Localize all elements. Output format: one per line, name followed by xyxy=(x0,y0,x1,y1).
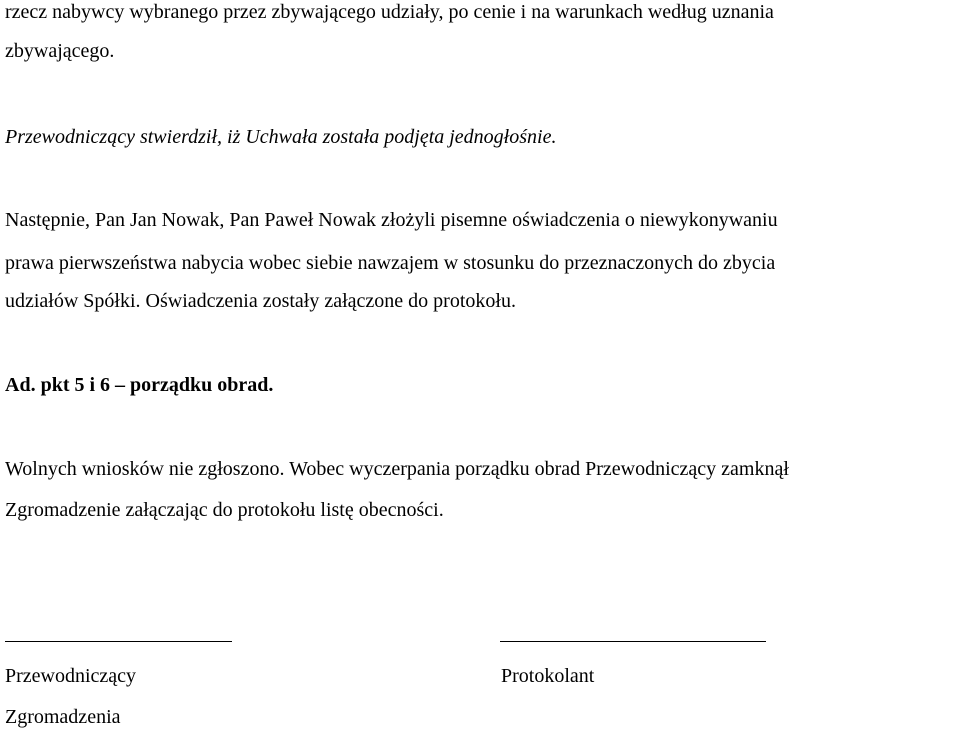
paragraph-1-line-2: zbywającego. xyxy=(5,40,115,62)
paragraph-5-line-2: Zgromadzenie załączając do protokołu listę obecności. xyxy=(5,499,444,521)
signature-label-right: Protokolant xyxy=(501,665,595,687)
paragraph-5-line-1: Wolnych wniosków nie zgłoszono. Wobec wyczerpania porządku obrad Przewodniczący zamknął xyxy=(5,458,789,480)
paragraph-1-line-1: rzecz nabywcy wybranego przez zbywającego udziały, po cenie i na warunkach według uznania xyxy=(5,1,774,23)
signature-line-left xyxy=(5,641,232,642)
paragraph-3-line-3: udziałów Spółki. Oświadczenia zostały załączone do protokołu. xyxy=(5,290,516,312)
paragraph-3-line-2: prawa pierwszeństwa nabycia wobec siebie nawzajem w stosunku do przeznaczonych do zbycia xyxy=(5,252,776,274)
section-heading: Ad. pkt 5 i 6 – porządku obrad. xyxy=(5,374,274,396)
paragraph-2-line-1: Przewodniczący stwierdził, iż Uchwała została podjęta jednogłośnie. xyxy=(5,126,557,148)
signature-label-left-line-2: Zgromadzenia xyxy=(5,706,121,728)
signature-line-right xyxy=(500,641,766,642)
paragraph-3-line-1: Następnie, Pan Jan Nowak, Pan Paweł Nowak złożyli pisemne oświadczenia o niewykonywaniu xyxy=(5,209,778,231)
signature-label-left-line-1: Przewodniczący xyxy=(5,665,137,687)
